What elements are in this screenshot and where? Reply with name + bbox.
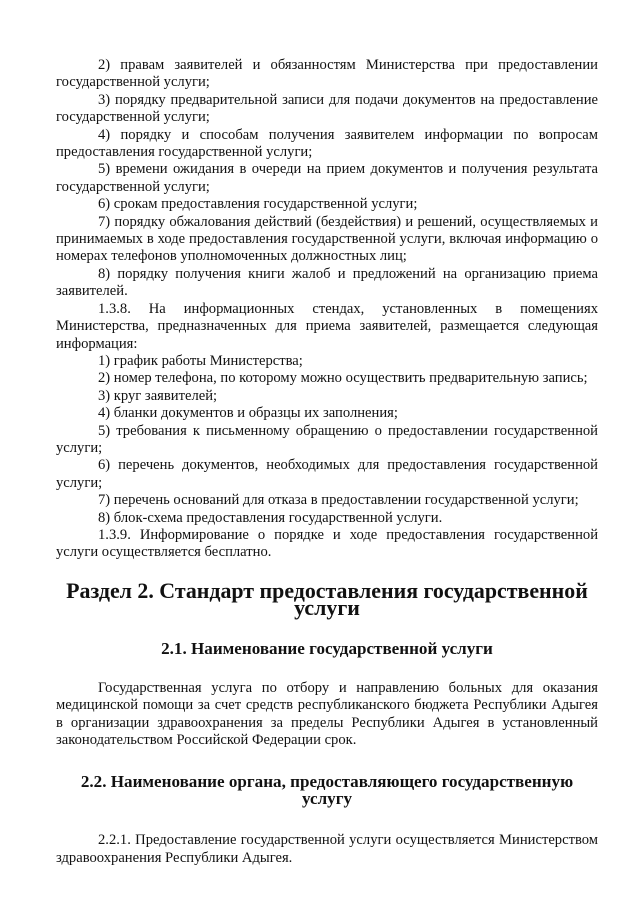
subsection-2-1-title: 2.1. Наименование государственной услуги [161,638,493,658]
list-item-applicants: 3) круг заявителей; [98,387,218,404]
clause-1-3-9: 1.3.9. Информирование о порядке и ходе предоставления государственной услуги осуществляется бесплатно. [56,526,598,561]
list-item-flowchart: 8) блок-схема предоставления государственной услуги. [98,509,443,526]
list-item-phone: 2) номер телефона, по которому можно осуществить предварительную запись; [98,370,588,387]
clause-1-3-8: 1.3.8. На информационных стендах, установленных в помещениях Министерства, предназначенных для приема заявителей, размещается следующая информация: [56,300,598,352]
list-item-requirements: 5) требования к письменному обращению о предоставлении государственной услуги; [56,422,598,456]
list-item-complaints-book: 8) порядку получения книги жалоб и предложений на организацию приема заявителей. [56,265,598,300]
list-item-rights: 2) правам заявителей и обязанностям Министерства при предоставлении государственной услуги; [56,57,598,91]
list-item-refusal-grounds: 7) перечень оснований для отказа в предоставлении государственной услуги; [98,492,579,509]
list-item-appeal: 7) порядку обжалования действий (бездействия) и решений, осуществляемых и принимаемых в ходе предоставления государственной услуги, включая информацию о номерах телефонов уполномоченных должностных лиц; [56,213,598,265]
subsection-2-2-title: 2.2. Наименование органа, предоставляющего государственную услугу [80,771,574,809]
list-item-documents: 6) перечень документов, необходимых для предоставления государственной услуги; [56,457,598,491]
clause-2-2-1: 2.2.1. Предоставление государственной услуги осуществляется Министерством здравоохранения Республики Адыгея. [56,832,598,866]
subsection-2-1-text: Государственная услуга по отбору и направлению больных для оказания медицинской помощи за счет средств республиканского бюджета Республики Адыгея в организации здравоохранения за пределы Республики Адыгея в установленный законодательством Российской Федерации срок. [56,680,598,749]
list-item-waiting-time: 5) времени ожидания в очереди на прием документов и получения результата государственной услуги; [56,161,598,195]
section-2-title: Раздел 2. Стандарт предоставления государственной услуги [66,577,588,621]
list-item-appointment: 3) порядку предварительной записи для подачи документов на предоставление государственной услуги; [56,91,598,126]
list-item-schedule: 1) график работы Министерства; [98,352,303,369]
list-item-deadlines: 6) срокам предоставления государственной услуги; [98,196,418,213]
list-item-info-methods: 4) порядку и способам получения заявителем информации по вопросам предоставления государственной услуги; [56,126,598,161]
list-item-forms: 4) бланки документов и образцы их заполнения; [98,405,398,422]
